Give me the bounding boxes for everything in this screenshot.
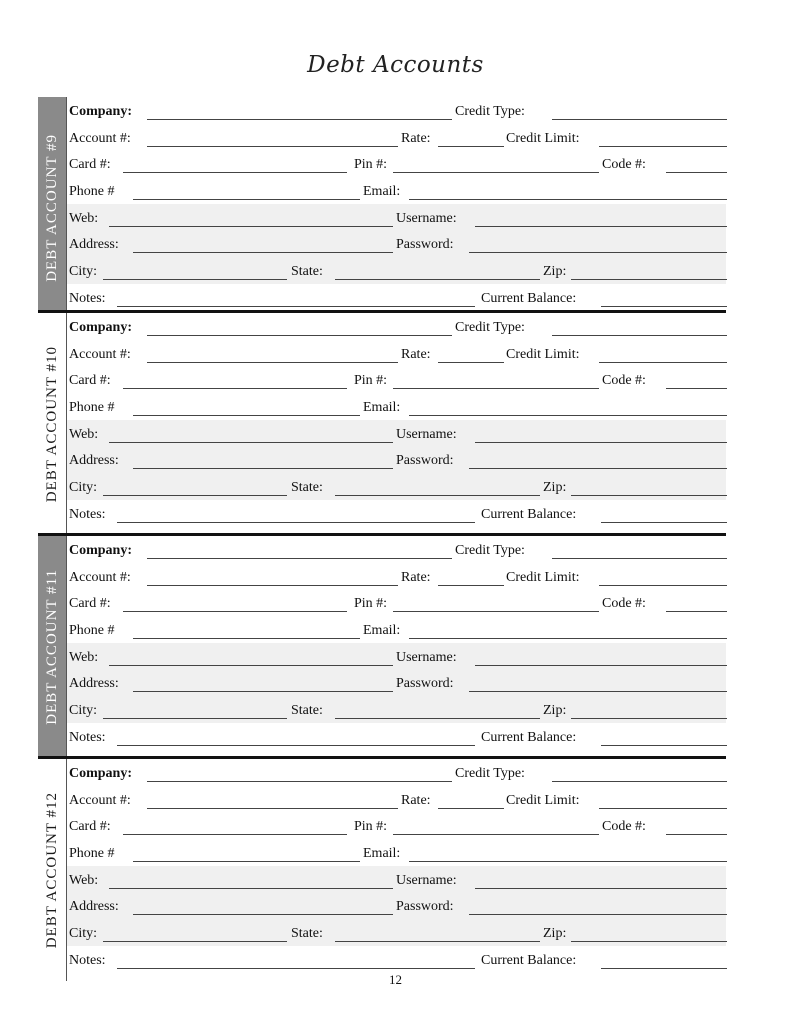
pin-field[interactable]	[393, 834, 599, 835]
rate-label: Rate:	[401, 570, 431, 585]
username-field[interactable]	[475, 442, 727, 443]
state-label: State:	[291, 480, 323, 495]
state-label: State:	[291, 703, 323, 718]
state-field[interactable]	[335, 495, 540, 496]
pin-label: Pin #:	[354, 819, 388, 834]
username-label: Username:	[396, 211, 457, 226]
phone-field[interactable]	[133, 638, 360, 639]
web-label: Web:	[69, 650, 99, 665]
pin-field[interactable]	[393, 388, 599, 389]
account-fields	[66, 536, 726, 758]
city-label: City:	[69, 480, 98, 495]
zip-field[interactable]	[571, 718, 727, 719]
address-row	[67, 669, 726, 696]
notes-field[interactable]	[117, 968, 475, 969]
account-tab	[38, 536, 66, 758]
username-label: Username:	[396, 427, 457, 442]
password-field[interactable]	[469, 252, 727, 253]
city-field[interactable]	[103, 495, 287, 496]
credit-type-field[interactable]	[552, 119, 727, 120]
card-label: Card #:	[69, 157, 111, 172]
account-number-field[interactable]	[147, 585, 398, 586]
credit-limit-field[interactable]	[599, 362, 727, 363]
rate-field[interactable]	[438, 146, 504, 147]
web-field[interactable]	[109, 665, 393, 666]
password-label: Password:	[396, 453, 454, 468]
credit-limit-field[interactable]	[599, 585, 727, 586]
email-field[interactable]	[409, 199, 727, 200]
current-balance-field[interactable]	[601, 745, 727, 746]
account-tab-label: DEBT ACCOUNT #10	[43, 345, 60, 503]
account-tab	[38, 759, 66, 981]
web-field[interactable]	[109, 226, 393, 227]
address-label: Address:	[69, 453, 119, 468]
rate-label: Rate:	[401, 347, 431, 362]
pin-label: Pin #:	[354, 373, 388, 388]
current-balance-field[interactable]	[601, 306, 727, 307]
company-field[interactable]	[147, 335, 452, 336]
notes-field[interactable]	[117, 306, 475, 307]
address-label: Address:	[69, 237, 119, 252]
city-label: City:	[69, 264, 98, 279]
notes-row	[67, 284, 726, 311]
password-field[interactable]	[469, 468, 727, 469]
address-row	[67, 446, 726, 473]
debt-account-block	[38, 97, 726, 319]
phone-field[interactable]	[133, 199, 360, 200]
city-row	[67, 473, 726, 500]
card-row	[67, 366, 726, 393]
email-field[interactable]	[409, 415, 727, 416]
account-row	[67, 563, 726, 590]
city-field[interactable]	[103, 941, 287, 942]
credit-limit-label: Credit Limit:	[506, 570, 580, 585]
pin-field[interactable]	[393, 611, 599, 612]
current-balance-label: Current Balance:	[481, 291, 577, 306]
username-label: Username:	[396, 650, 457, 665]
current-balance-label: Current Balance:	[481, 730, 577, 745]
debt-account-block	[38, 310, 726, 535]
email-label: Email:	[363, 623, 401, 638]
company-label: Company:	[69, 320, 133, 335]
city-field[interactable]	[103, 279, 287, 280]
email-field[interactable]	[409, 861, 727, 862]
company-field[interactable]	[147, 119, 452, 120]
web-row	[67, 204, 726, 231]
current-balance-field[interactable]	[601, 968, 727, 969]
state-field[interactable]	[335, 279, 540, 280]
credit-type-field[interactable]	[552, 558, 727, 559]
account-row	[67, 340, 726, 367]
city-row	[67, 919, 726, 946]
page-number: 12	[389, 972, 402, 987]
current-balance-label: Current Balance:	[481, 953, 577, 968]
company-row	[67, 97, 726, 124]
account-tab-label: DEBT ACCOUNT #11	[43, 569, 60, 725]
phone-row	[67, 393, 726, 420]
company-row	[67, 313, 726, 340]
card-number-field[interactable]	[123, 611, 347, 612]
phone-field[interactable]	[133, 861, 360, 862]
address-field[interactable]	[133, 691, 393, 692]
pin-label: Pin #:	[354, 596, 388, 611]
email-label: Email:	[363, 400, 401, 415]
credit-type-label: Credit Type:	[455, 320, 525, 335]
phone-label: Phone #	[69, 846, 115, 861]
page-title: Debt Accounts	[307, 52, 484, 78]
code-label: Code #:	[602, 819, 646, 834]
web-row	[67, 643, 726, 670]
account-fields	[66, 313, 726, 535]
zip-field[interactable]	[571, 279, 727, 280]
credit-type-label: Credit Type:	[455, 543, 525, 558]
account-label: Account #:	[69, 793, 131, 808]
card-label: Card #:	[69, 596, 111, 611]
state-field[interactable]	[335, 941, 540, 942]
zip-field[interactable]	[571, 941, 727, 942]
current-balance-label: Current Balance:	[481, 507, 577, 522]
email-label: Email:	[363, 184, 401, 199]
phone-label: Phone #	[69, 400, 115, 415]
zip-field[interactable]	[571, 495, 727, 496]
zip-label: Zip:	[543, 264, 567, 279]
code-field[interactable]	[666, 611, 727, 612]
email-label: Email:	[363, 846, 401, 861]
credit-type-field[interactable]	[552, 335, 727, 336]
credit-type-label: Credit Type:	[455, 766, 525, 781]
notes-label: Notes:	[69, 291, 106, 306]
notes-row	[67, 723, 726, 750]
city-label: City:	[69, 703, 98, 718]
zip-label: Zip:	[543, 703, 567, 718]
phone-row	[67, 839, 726, 866]
account-tab-label: DEBT ACCOUNT #12	[43, 791, 60, 949]
notes-label: Notes:	[69, 730, 106, 745]
card-label: Card #:	[69, 819, 111, 834]
password-field[interactable]	[469, 914, 727, 915]
rate-label: Rate:	[401, 793, 431, 808]
notes-row	[67, 500, 726, 527]
card-label: Card #:	[69, 373, 111, 388]
state-field[interactable]	[335, 718, 540, 719]
account-row	[67, 124, 726, 151]
phone-label: Phone #	[69, 184, 115, 199]
state-label: State:	[291, 264, 323, 279]
code-field[interactable]	[666, 388, 727, 389]
address-field[interactable]	[133, 252, 393, 253]
company-label: Company:	[69, 104, 133, 119]
account-number-field[interactable]	[147, 808, 398, 809]
credit-type-label: Credit Type:	[455, 104, 525, 119]
card-row	[67, 589, 726, 616]
address-row	[67, 892, 726, 919]
address-row	[67, 230, 726, 257]
card-number-field[interactable]	[123, 834, 347, 835]
address-field[interactable]	[133, 914, 393, 915]
credit-limit-label: Credit Limit:	[506, 793, 580, 808]
credit-limit-label: Credit Limit:	[506, 347, 580, 362]
password-label: Password:	[396, 899, 454, 914]
username-label: Username:	[396, 873, 457, 888]
address-field[interactable]	[133, 468, 393, 469]
web-field[interactable]	[109, 442, 393, 443]
notes-row	[67, 946, 726, 973]
account-tab	[38, 97, 66, 319]
account-tab	[38, 313, 66, 535]
code-label: Code #:	[602, 596, 646, 611]
web-row	[67, 420, 726, 447]
code-field[interactable]	[666, 834, 727, 835]
web-label: Web:	[69, 427, 99, 442]
credit-limit-label: Credit Limit:	[506, 131, 580, 146]
account-row	[67, 786, 726, 813]
debt-account-block	[38, 533, 726, 758]
company-row	[67, 536, 726, 563]
rate-field[interactable]	[438, 808, 504, 809]
credit-limit-field[interactable]	[599, 146, 727, 147]
card-number-field[interactable]	[123, 388, 347, 389]
city-row	[67, 696, 726, 723]
city-label: City:	[69, 926, 98, 941]
password-field[interactable]	[469, 691, 727, 692]
company-label: Company:	[69, 543, 133, 558]
company-label: Company:	[69, 766, 133, 781]
company-field[interactable]	[147, 781, 452, 782]
rate-label: Rate:	[401, 131, 431, 146]
pin-field[interactable]	[393, 172, 599, 173]
rate-field[interactable]	[438, 362, 504, 363]
username-field[interactable]	[475, 665, 727, 666]
account-label: Account #:	[69, 570, 131, 585]
account-label: Account #:	[69, 131, 131, 146]
phone-field[interactable]	[133, 415, 360, 416]
account-number-field[interactable]	[147, 146, 398, 147]
zip-label: Zip:	[543, 926, 567, 941]
state-label: State:	[291, 926, 323, 941]
account-fields	[66, 97, 726, 319]
web-label: Web:	[69, 873, 99, 888]
code-label: Code #:	[602, 373, 646, 388]
web-row	[67, 866, 726, 893]
password-label: Password:	[396, 676, 454, 691]
username-field[interactable]	[475, 226, 727, 227]
account-label: Account #:	[69, 347, 131, 362]
code-field[interactable]	[666, 172, 727, 173]
city-row	[67, 257, 726, 284]
password-label: Password:	[396, 237, 454, 252]
pin-label: Pin #:	[354, 157, 388, 172]
username-field[interactable]	[475, 888, 727, 889]
card-number-field[interactable]	[123, 172, 347, 173]
notes-label: Notes:	[69, 507, 106, 522]
notes-field[interactable]	[117, 745, 475, 746]
address-label: Address:	[69, 676, 119, 691]
email-field[interactable]	[409, 638, 727, 639]
web-field[interactable]	[109, 888, 393, 889]
card-row	[67, 150, 726, 177]
current-balance-field[interactable]	[601, 522, 727, 523]
account-tab-label: DEBT ACCOUNT #9	[43, 134, 60, 282]
card-row	[67, 812, 726, 839]
phone-row	[67, 177, 726, 204]
city-field[interactable]	[103, 718, 287, 719]
web-label: Web:	[69, 211, 99, 226]
notes-field[interactable]	[117, 522, 475, 523]
rate-field[interactable]	[438, 585, 504, 586]
credit-type-field[interactable]	[552, 781, 727, 782]
phone-row	[67, 616, 726, 643]
account-number-field[interactable]	[147, 362, 398, 363]
phone-label: Phone #	[69, 623, 115, 638]
zip-label: Zip:	[543, 480, 567, 495]
company-row	[67, 759, 726, 786]
company-field[interactable]	[147, 558, 452, 559]
account-fields	[66, 759, 726, 981]
notes-label: Notes:	[69, 953, 106, 968]
code-label: Code #:	[602, 157, 646, 172]
credit-limit-field[interactable]	[599, 808, 727, 809]
address-label: Address:	[69, 899, 119, 914]
debt-account-block	[38, 756, 726, 981]
